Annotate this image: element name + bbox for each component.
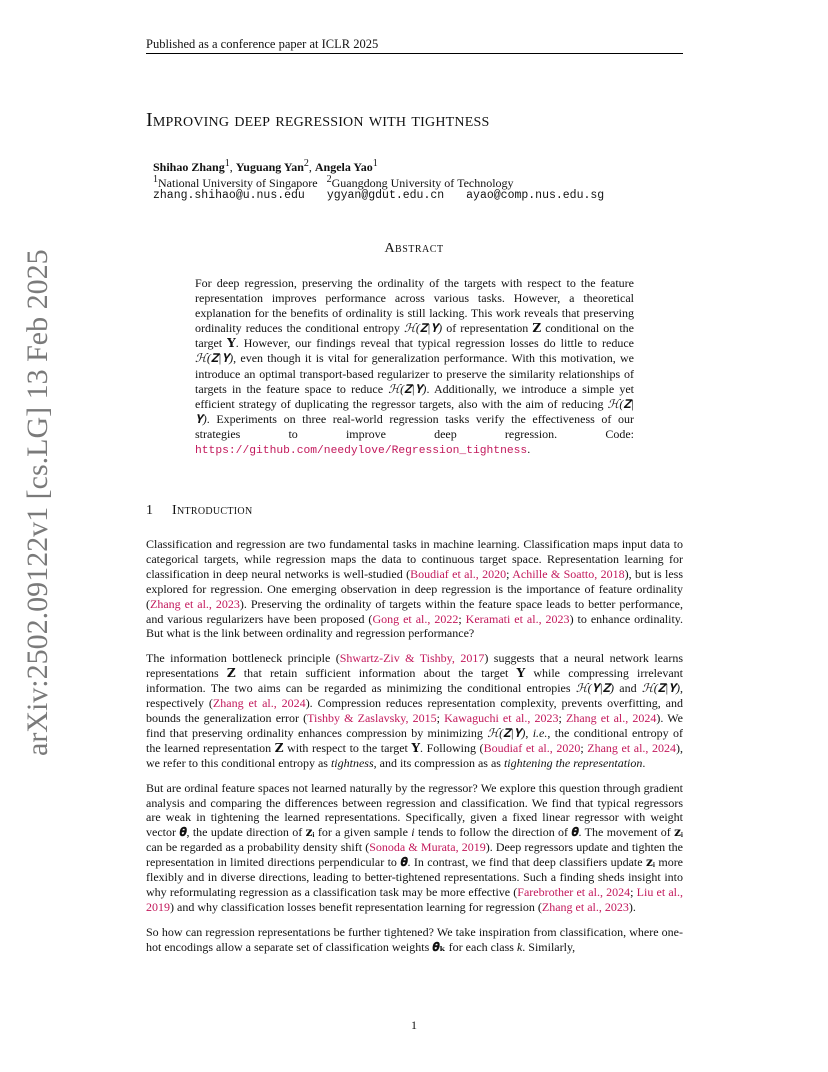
text: of representation <box>442 321 533 336</box>
text: for each class <box>445 939 517 954</box>
math: 𝜽 <box>400 855 408 870</box>
affiliation: National University of Singapore <box>158 176 318 190</box>
text: conditional on the target <box>195 321 634 351</box>
author-name: Yuguang Yan <box>235 160 304 174</box>
text: . Additionally, we introduce a simple yet efficient strategy of duplicating the regressor targets, also with the aim of reducing <box>195 381 635 411</box>
math: 𝐘 <box>516 666 526 681</box>
author-mark: 2 <box>303 158 309 169</box>
citation-link[interactable]: Gong et al., 2022 <box>372 611 459 626</box>
affiliation-mark: 2 <box>326 174 332 185</box>
text: The information bottleneck principle ( <box>146 651 340 666</box>
author-mark: 1 <box>224 158 230 169</box>
section-title: Introduction <box>172 503 253 518</box>
math: 𝜽ₖ <box>432 939 446 954</box>
text: , the conditional entropy of the learned representation <box>146 725 683 755</box>
text: ). Deep regressors update and tighten the representation in limited directions perpendicular to <box>146 840 683 870</box>
math: 𝜽 <box>571 825 579 840</box>
math: 𝐘 <box>411 740 421 755</box>
math: 𝐙 <box>532 321 542 336</box>
text: ), but is less explored for regression. One emerging observation in deep regression is the importance of feature ordinality ( <box>146 566 684 611</box>
citation-link[interactable]: Zhang et al., 2023 <box>541 899 629 914</box>
arxiv-identifier: arXiv:2502.09122v1 [cs.LG] 13 Feb 2025 <box>21 249 54 756</box>
text: ). <box>628 899 636 914</box>
text: . Following ( <box>420 740 484 755</box>
citation-link[interactable]: Tishby & Zaslavsky, 2015 <box>307 710 437 725</box>
citation-link[interactable]: Farebrother et al., 2024 <box>517 884 631 899</box>
math: 𝐳ᵢ <box>305 825 315 840</box>
text: can be regarded as a probability density shift ( <box>146 840 370 855</box>
citation-link[interactable]: Zhang et al., 2024 <box>565 710 657 725</box>
affiliation: Guangdong University of Technology <box>331 176 514 190</box>
text: . In contrast, we find that deep classifiers update <box>407 855 646 870</box>
running-header: Published as a conference paper at ICLR 2025 <box>146 37 683 54</box>
text: Classification and regression are two fundamental tasks in machine learning. Classification maps input data to categorical targets, while regression maps the data to continuous target space. Representation learning for classification in deep neural networks is well-studied ( <box>146 537 683 581</box>
paragraph <box>146 651 683 770</box>
author-email: ygyan@gdut.edu.cn <box>326 189 445 202</box>
text: , the update direction of <box>186 825 306 840</box>
text: ). Compression reduces representation complexity, prevents overfitting, and bounds the generalization error ( <box>146 696 683 725</box>
author-email: ayao@comp.nus.edu.sg <box>466 189 605 202</box>
citation-link[interactable]: Achille & Soatto, 2018 <box>512 566 625 581</box>
text: that retain sufficient information about the target <box>235 666 517 681</box>
text: . <box>527 442 531 457</box>
math: ℋ(𝐙|𝐘) <box>195 396 634 426</box>
text: ). We find that preserving ordinality enhances compression by minimizing <box>146 710 683 740</box>
emphasis: tightness <box>330 755 374 770</box>
author-mark: 1 <box>372 158 378 169</box>
math: ℋ(𝐙|𝐘) <box>388 381 427 396</box>
citation-link[interactable]: Zhang et al., 2023 <box>150 596 240 611</box>
math: 𝐙 <box>274 740 284 755</box>
citation-link[interactable]: Kawaguchi et al., 2023 <box>444 710 559 725</box>
math: 𝐙 <box>226 666 236 681</box>
math: ℋ(𝐙|𝐘) <box>487 725 526 740</box>
emphasis: tightening the representation <box>503 755 643 770</box>
citation-link[interactable]: Shwartz-Ziv & Tishby, 2017 <box>339 651 485 666</box>
text: ) to enhance ordinality. But what is the link between ordinality and regression performance? <box>146 611 683 641</box>
citation-link[interactable]: Liu et al., 2019 <box>146 884 684 914</box>
email-list <box>153 188 675 203</box>
paper-title: Improving deep regression with tightness <box>146 109 490 131</box>
author-name: Angela Yao <box>314 160 373 174</box>
emphasis: i.e. <box>532 725 548 740</box>
math: ℋ(𝐘|𝐙) <box>575 681 614 696</box>
text: So how can regression representations be further tightened? We take inspiration from classification, where one-hot encodings allow a separate set of classification weights <box>146 924 683 954</box>
affiliation-mark: 1 <box>153 174 158 185</box>
text: , even though it is vital for generalization performance. With this motivation, we introduce an optimal transport-based regularizer to preserve the similarity relationships of targets in the feature space to reduce <box>195 351 634 396</box>
math: ℋ(𝐙|𝐘) <box>195 351 234 366</box>
section-body <box>146 537 683 965</box>
text: more flexibly and in diverse directions, leading to better-tightened representations. Such a finding sheds insight into why reformulating regression as a classification task may be more effective ( <box>146 855 684 899</box>
text: , <box>525 725 533 740</box>
author-list: Shihao Zhang$^1$, Yuguang Yan$^2$, Angela Yao$^1$ <box>153 158 378 174</box>
code-link[interactable]: https://github.com/needylove/Regression_tightness <box>195 445 528 458</box>
text: for a given sample <box>314 825 412 840</box>
text: ; <box>580 740 588 755</box>
text: ; <box>630 884 637 899</box>
citation-link[interactable]: Keramati et al., 2023 <box>465 611 570 626</box>
text: ; <box>558 710 566 725</box>
text: ) suggests that a neural network learns representations <box>146 651 683 681</box>
section-number: 1 <box>146 503 154 518</box>
text: But are ordinal feature spaces not learned naturally by the regressor? We explore this question through gradient analysis and comparing the differences between regression and classification. We find that typical regressors are weak in tightening the learned representations. Specifically, given a fixed linear regressor with weight vector <box>146 780 683 840</box>
text: and <box>613 681 642 696</box>
text: with respect to the target <box>283 740 412 755</box>
citation-link[interactable]: Boudiaf et al., 2020 <box>483 740 581 755</box>
text: while compressing irrelevant information. The two aims can be regarded as minimizing the conditional entropies <box>146 666 684 696</box>
text: ) and why classification losses benefit representation learning for regression ( <box>170 899 542 914</box>
citation-link[interactable]: Zhang et al., 2024 <box>212 696 306 711</box>
math: 𝐳ᵢ <box>646 855 655 870</box>
page-number: 1 <box>411 1018 417 1032</box>
author-email: zhang.shihao@u.nus.edu <box>153 189 305 202</box>
text: ; <box>506 566 513 581</box>
text: . However, our findings reveal that typical regression losses do little to reduce <box>235 336 634 351</box>
citation-link[interactable]: Zhang et al., 2024 <box>587 740 677 755</box>
abstract-heading: Abstract <box>384 241 444 256</box>
section-heading <box>146 503 252 519</box>
paragraph <box>146 537 683 641</box>
paragraph <box>146 781 683 915</box>
abstract-text <box>195 276 634 459</box>
math: 𝐘 <box>227 336 236 351</box>
math: k <box>516 939 523 954</box>
citation-link[interactable]: Boudiaf et al., 2020 <box>410 566 507 581</box>
math: ℋ(𝐙|𝐘) <box>641 681 681 696</box>
text: ; <box>458 611 466 626</box>
text: . Experiments on three real-world regression tasks verify the effectiveness of our strategies to improve deep regression. Code: <box>195 411 634 441</box>
math: 𝐳ᵢ <box>674 825 684 840</box>
citation-link[interactable]: Sonoda & Murata, 2019 <box>369 840 486 855</box>
math: i <box>411 825 415 840</box>
math: ℋ(𝐙|𝐘) <box>403 321 443 336</box>
paragraph <box>146 925 683 955</box>
author-name: Shihao Zhang <box>153 160 225 174</box>
text: . <box>642 755 646 770</box>
text: ; <box>436 710 445 725</box>
text: . Similarly, <box>522 939 576 954</box>
text: ). Preserving the ordinality of targets within the feature space leads to better performance, and various regularizers have been proposed ( <box>146 596 683 626</box>
math: 𝜽 <box>179 825 187 840</box>
text: , respectively ( <box>146 681 684 711</box>
text: , and its compression as as <box>373 755 504 770</box>
text: tends to follow the direction of <box>414 825 572 840</box>
text: ), we refer to this conditional entropy as <box>146 740 684 770</box>
text: . The movement of <box>578 825 675 840</box>
text: For deep regression, preserving the ordinality of the targets with respect to the feature representation improves performance across various tasks. However, a theoretical explanation for the benefits of ordinality is still lacking. This work reveals that preserving ordinality reduces the conditional entropy <box>195 276 634 336</box>
